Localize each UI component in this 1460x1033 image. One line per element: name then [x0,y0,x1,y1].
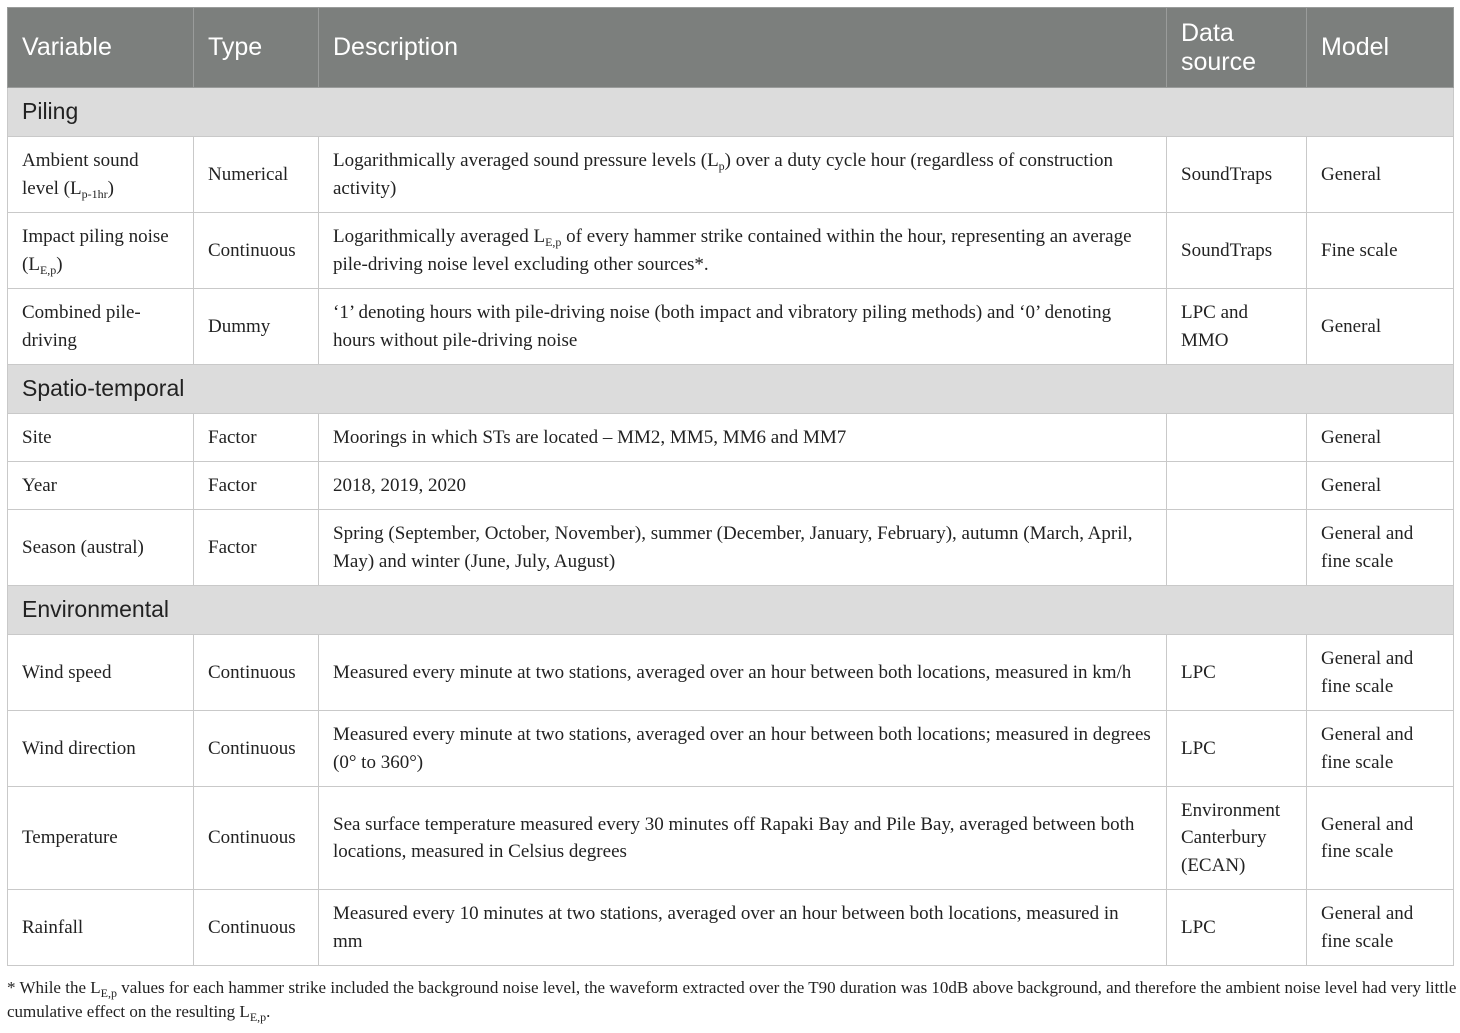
data-source-cell: LPC [1167,890,1307,966]
section-row-spatio-temporal [8,365,1454,414]
type-cell: Continuous [194,890,319,966]
table-row [8,510,1454,586]
description-cell: ‘1’ denoting hours with pile-driving noise (both impact and vibratory piling methods) and ‘0’ denoting hours without pile-driving noise [319,289,1167,365]
variables-table-container [7,7,1453,966]
table-row [8,890,1454,966]
model-cell: Fine scale [1307,213,1454,289]
table-row [8,414,1454,462]
section-title: Piling [8,88,1454,137]
model-cell: General [1307,289,1454,365]
description-cell: 2018, 2019, 2020 [319,462,1167,510]
type-cell: Continuous [194,213,319,289]
description-cell: Logarithmically averaged $L_{E,p}$ of every hammer strike contained within the hour, representing an average pile-driving noise level excluding other sources*. [319,213,1167,289]
description-cell: Moorings in which STs are located – MM2, MM5, MM6 and MM7 [319,414,1167,462]
model-cell: General and fine scale [1307,635,1454,711]
description-cell: Logarithmically averaged sound pressure levels $(L_p)$ over a duty cycle hour (regardless of construction activity) [319,137,1167,213]
description-cell: Sea surface temperature measured every 30 minutes off Rapaki Bay and Pile Bay, averaged between both locations, measured in Celsius degrees [319,787,1167,890]
model-cell: General and fine scale [1307,787,1454,890]
description-cell: Measured every 10 minutes at two stations, averaged over an hour between both locations, measured in mm [319,890,1167,966]
variable-cell: Wind speed [8,635,194,711]
data-source-cell [1167,462,1307,510]
data-source-cell: LPC [1167,635,1307,711]
data-source-cell: SoundTraps [1167,213,1307,289]
data-source-cell [1167,510,1307,586]
model-cell: General and fine scale [1307,510,1454,586]
type-cell: Dummy [194,289,319,365]
variable-cell: Wind direction [8,711,194,787]
variable-cell: Ambient sound level $(L_{p-1hr})$ [8,137,194,213]
variable-cell: Rainfall [8,890,194,966]
type-cell: Factor [194,510,319,586]
description-cell: Measured every minute at two stations, averaged over an hour between both locations; measured in degrees (0° to 360°) [319,711,1167,787]
variable-cell: Impact piling noise $(L_{E,p})$ [8,213,194,289]
variable-cell: Season (austral) [8,510,194,586]
type-cell: Continuous [194,711,319,787]
table-row [8,462,1454,510]
data-source-cell [1167,414,1307,462]
data-source-cell: LPC and MMO [1167,289,1307,365]
model-cell: General [1307,137,1454,213]
table-footnote: * While the $L_{E,p}$ values for each hammer strike included the background noise level, the waveform extracted over the T90 duration was 10dB above background, and therefore the ambient noise level had very little cumulative effect on the resulting $L_{E,p}$. [7,978,1457,1024]
section-row-piling [8,88,1454,137]
type-cell: Factor [194,414,319,462]
table-row [8,137,1454,213]
variable-cell: Combined pile-driving [8,289,194,365]
table-row [8,635,1454,711]
type-cell: Numerical [194,137,319,213]
type-cell: Factor [194,462,319,510]
header-description: Description [319,8,1167,88]
table-row [8,289,1454,365]
variable-cell: Year [8,462,194,510]
section-title: Environmental [8,586,1454,635]
variable-cell: Site [8,414,194,462]
type-cell: Continuous [194,787,319,890]
variables-table [7,7,1454,966]
table-row [8,787,1454,890]
header-variable: Variable [8,8,194,88]
variable-cell: Temperature [8,787,194,890]
model-cell: General and fine scale [1307,890,1454,966]
section-row-environmental [8,586,1454,635]
table-row [8,711,1454,787]
data-source-cell: Environment Canterbury (ECAN) [1167,787,1307,890]
table-row [8,213,1454,289]
model-cell: General [1307,462,1454,510]
data-source-cell: SoundTraps [1167,137,1307,213]
section-title: Spatio-temporal [8,365,1454,414]
model-cell: General [1307,414,1454,462]
header-type: Type [194,8,319,88]
header-model: Model [1307,8,1454,88]
header-row [8,8,1454,88]
model-cell: General and fine scale [1307,711,1454,787]
description-cell: Spring (September, October, November), summer (December, January, February), autumn (March, April, May) and winter (June, July, August) [319,510,1167,586]
description-cell: Measured every minute at two stations, averaged over an hour between both locations, measured in km/h [319,635,1167,711]
type-cell: Continuous [194,635,319,711]
data-source-cell: LPC [1167,711,1307,787]
header-data-source: Data source [1167,8,1307,88]
